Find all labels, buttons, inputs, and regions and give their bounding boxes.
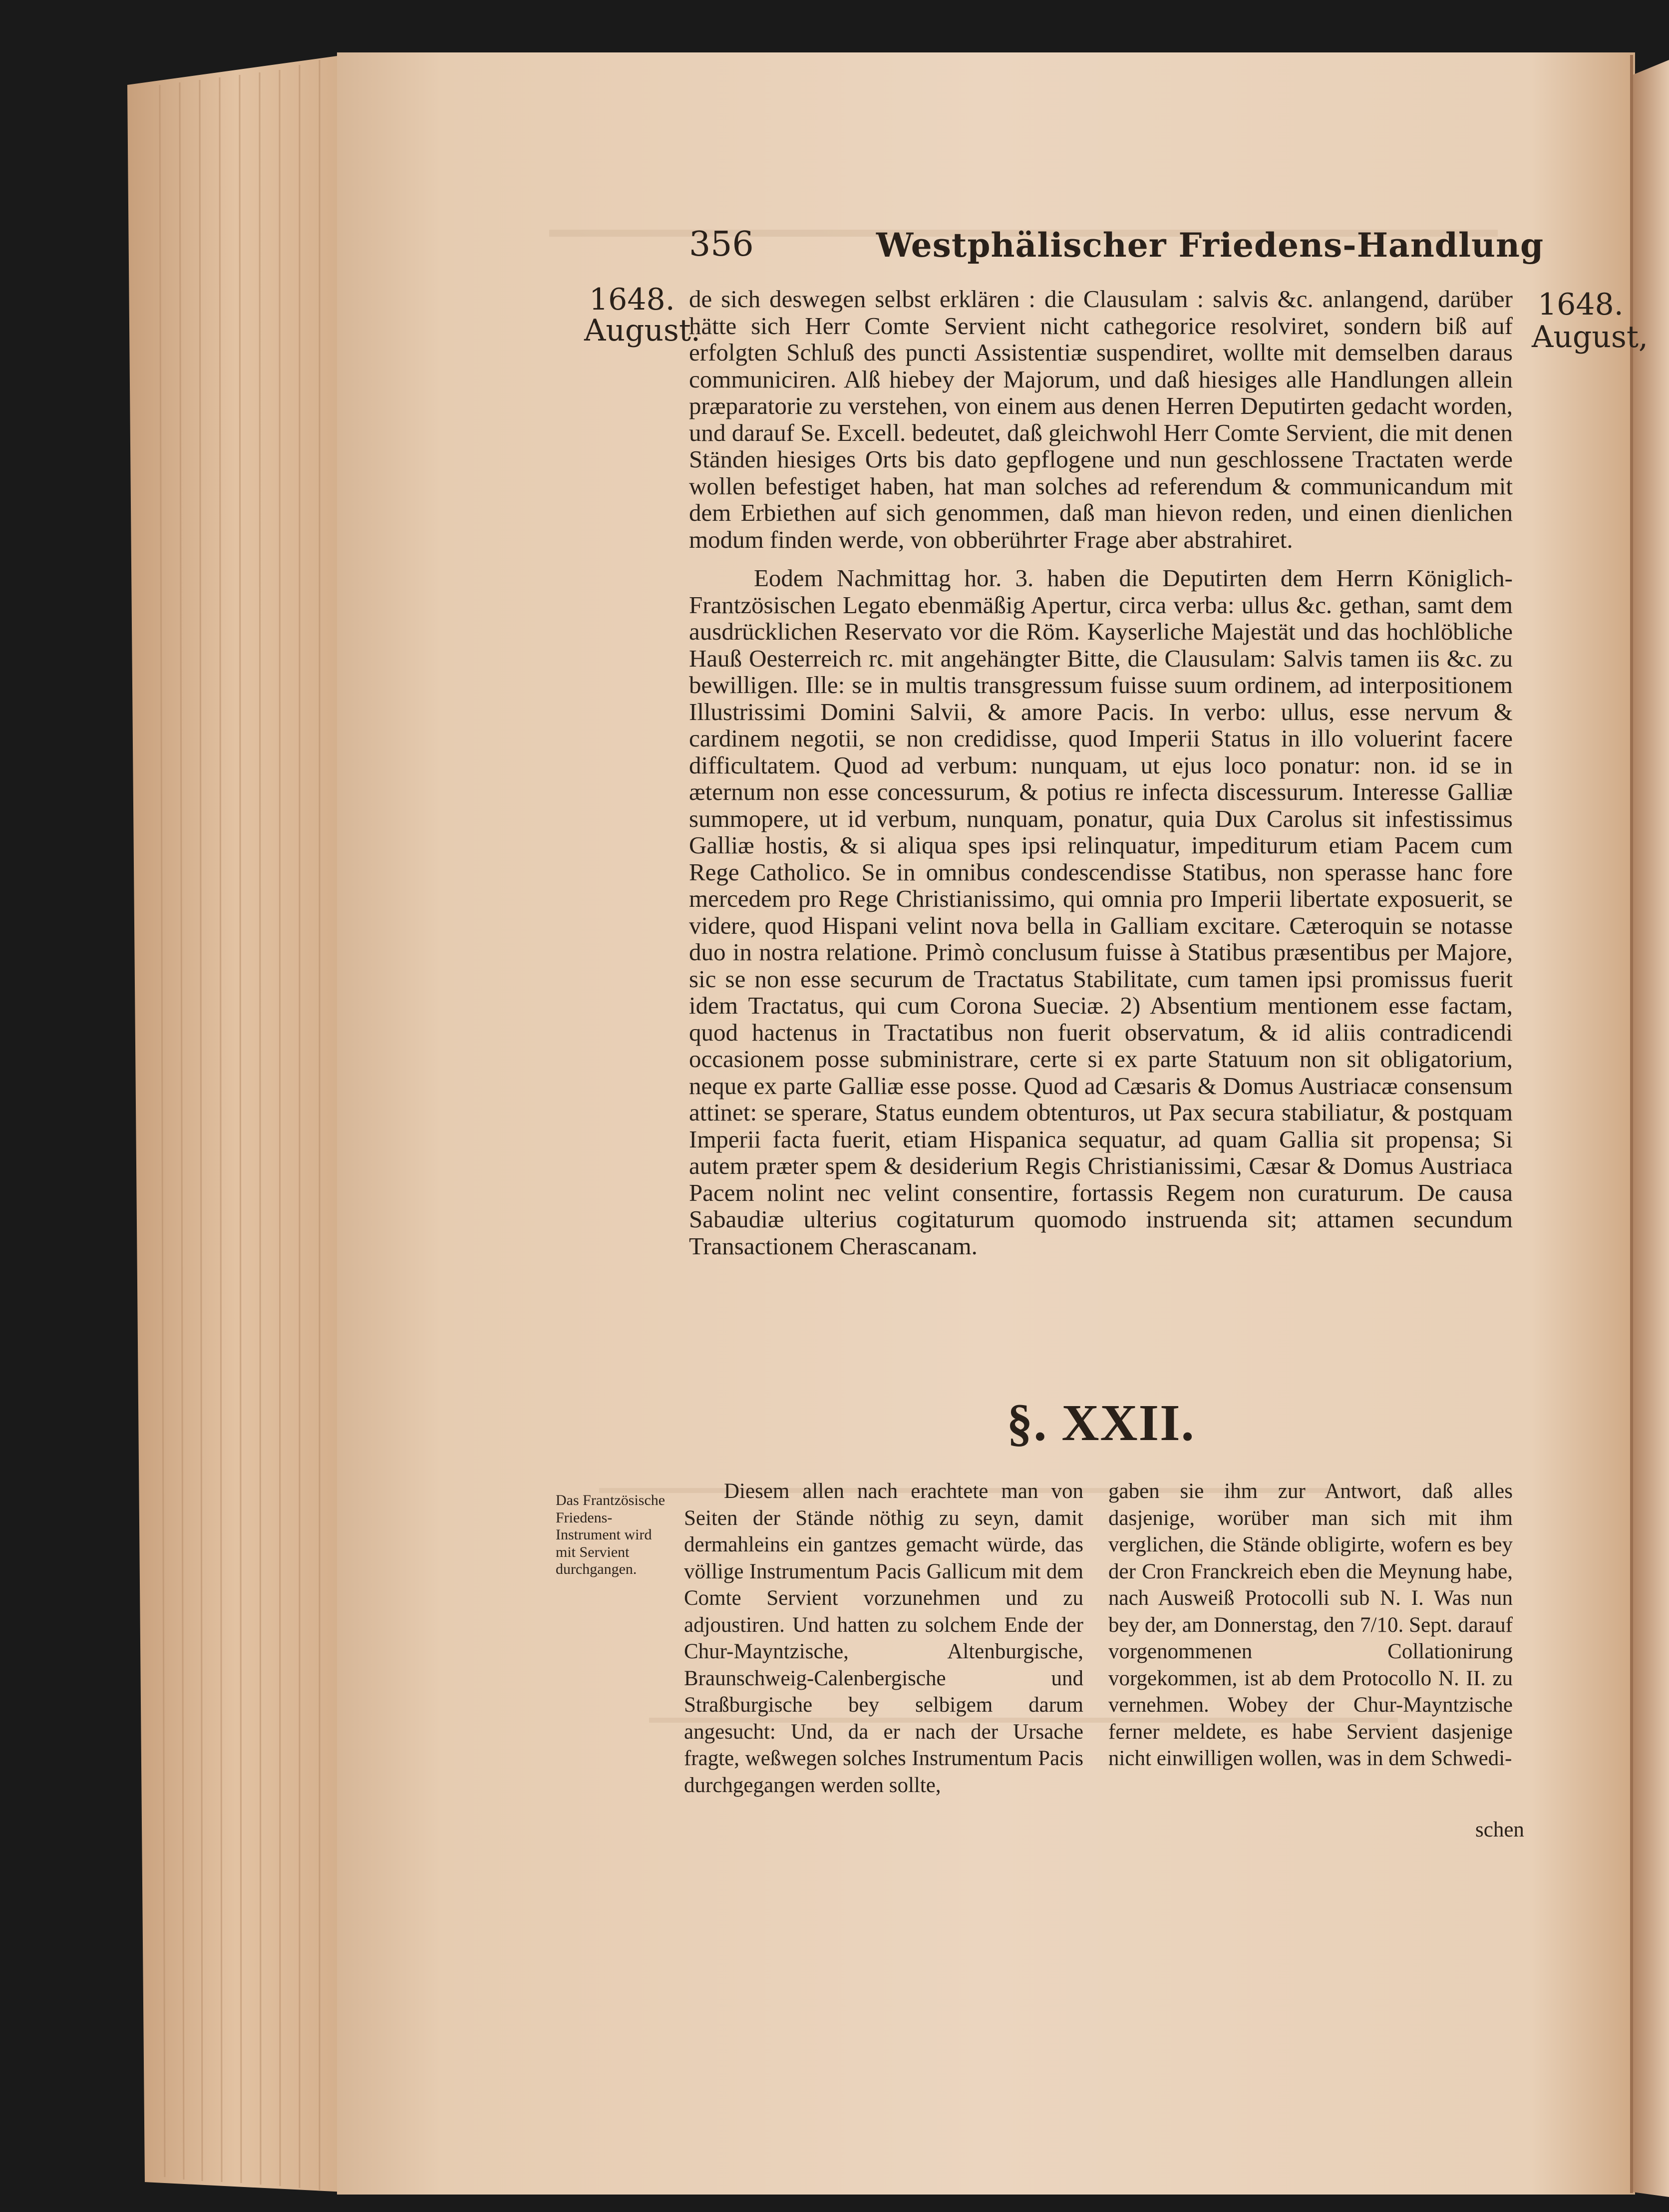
running-title: Westphälischer Friedens-Handlung bbox=[876, 226, 1544, 265]
paragraph-2: Eodem Nachmittag hor. 3. haben die Deputirten dem Herrn Königlich-Frantzösischen Legato ebenmäßig Apertur, circa verba: ullus &c. gethan, samt dem ausdrücklichen Reservato vor die Röm. Kayserliche Majestät und das hochlöbliche Hauß Oesterreich rc. mit angehängter Bitte, die Clausulam: Salvis tamen iis &c. zu bewilligen. Ille: se in multis transgressum fuisse suum ordinem, ad interpositionem Illustrissimi Domini Salvii, & amore Pacis. In verbo: ullus, esse nervum & cardinem negotii, se non credidisse, quod Imperii Status in illo voluerint facere difficultatem. Quod ad verbum: nunquam, ut ejus loco ponatur: non. id se in æternum non esse concessurum, & potius re infecta discessurum. Interesse Galliæ summopere, ut id verbum, nunquam, ponatur, quia Dux Carolus sit infestissimus Galliæ hostis, & si aliqua spes ipsi relinquatur, impediturum etiam Pacem cum Rege Catholico. Se in omnibus condescendisse Statibus, non sperasse hanc fore mercedem pro Rege Christianissimo, qui omnia pro Imperii libertate exposuerit, se videre, quod Hispani velint nova bella in Galliam excitare. Cæteroquin se notasse duo in nostra relatione. Primò conclusum fuisse à Statibus præsentibus per Majore, sic se non esse securum de Tractatus Stabilitate, cum tamen ipsi promissus fuerit idem Tractatus, qui cum Corona Sueciæ. 2) Absentium mentionem esse factam, quod hactenus in Tractatibus non fuerit observatum, & id aliis contradicendi occasionem posse subministrare, certe si ex parte Statuum non sit obligatorium, neque ex parte Galliæ esse posse. Quod ad Cæsaris & Domus Austriacæ consensum attinet: se sperare, Status eundem obtenturos, ut Pax secura stabiliatur, & postquam Imperii facta fuerit, etiam Hispanica sequatur, ad quam Gallia sit propensa; Si autem præter spem & desiderium Regis Christianissimi, Cæsar & Domus Austriaca Pacem nolint nec velint consentire, fortassis Regem non curaturum. De causa Sabaudiæ ulterius cogitaturum quomodo instruenda sit; attamen secundum Transactionem Cherascanam. bbox=[689, 564, 1513, 1260]
margin-month-right: August, bbox=[1532, 320, 1648, 355]
catchword: schen bbox=[1475, 1818, 1524, 1842]
paragraph-1: de sich deswegen selbst erklären : die Clausulam : salvis &c. anlangend, darüber hätte sich Herr Comte Servient nicht cathegorice resolviret, sondern biß auf erfolgten Schluß des puncti Assistentiæ suspendiret, wollte mit demselben daraus communiciren. Alß hiebey der Majorum, und daß hiesiges alle Handlungen allein præparatorie zu verstehen, von einem aus denen Herren Deputirten gedacht worden, und darauf Se. Excell. bedeutet, daß gleichwohl Herr Comte Servient, die mit denen Ständen hiesiges Orts bis dato gepflogene und nun geschlossene Tractaten werde wollen befestiget haben, hat man solches ad referendum & communicandum mit dem Erbiethen auf sich genommen, daß man hievon reden, und einen dienlichen modum finden werde, von obberührter Frage aber abstrahiret. bbox=[689, 285, 1513, 553]
margin-note: Das Frantzösische Friedens-Instrument wird mit Servient durchgangen. bbox=[556, 1492, 666, 1577]
margin-year-right: 1648. bbox=[1538, 287, 1624, 322]
section-heading: §. XXII. bbox=[1006, 1394, 1195, 1452]
main-text bbox=[689, 286, 1513, 1259]
margin-month-left: August. bbox=[584, 313, 700, 348]
column-left: Diesem allen nach erachtete man von Seiten der Stände nöthig zu seyn, damit dermahleins ein gantzes gemacht würde, das völlige Instrumentum Pacis Gallicum mit dem Comte Servient vorzunehmen und zu adjoustiren. Und hatten zu solchem Ende der Chur-Mayntzische, Altenburgische, Braunschweig-Calenbergische und Straßburgische bey selbigem darum angesucht: Und, da er nach der Ursache fragte, weßwegen solches Instrumentum Pacis durchgegangen werden sollte, bbox=[684, 1479, 1083, 1797]
column-right: gaben sie ihm zur Antwort, daß alles dasjenige, worüber man sich mit ihm verglichen, die Stände obligirte, wofern es bey der Cron Franckreich eben die Meynung habe, nach Ausweiß Protocolli sub N. I. Was nun bey der, am Donnerstag, den 7/10. Sept. darauf vorgenommenen Collationirung vorgekommen, ist ab dem Protocollo N. II. zu vernehmen. Wobey der Chur-Mayntzische ferner meldete, es habe Servient dasjenige nicht einwilligen wollen, was in dem Schwedi- bbox=[1108, 1479, 1513, 1770]
margin-year-left: 1648. bbox=[589, 282, 675, 317]
page-number: 356 bbox=[689, 225, 754, 264]
